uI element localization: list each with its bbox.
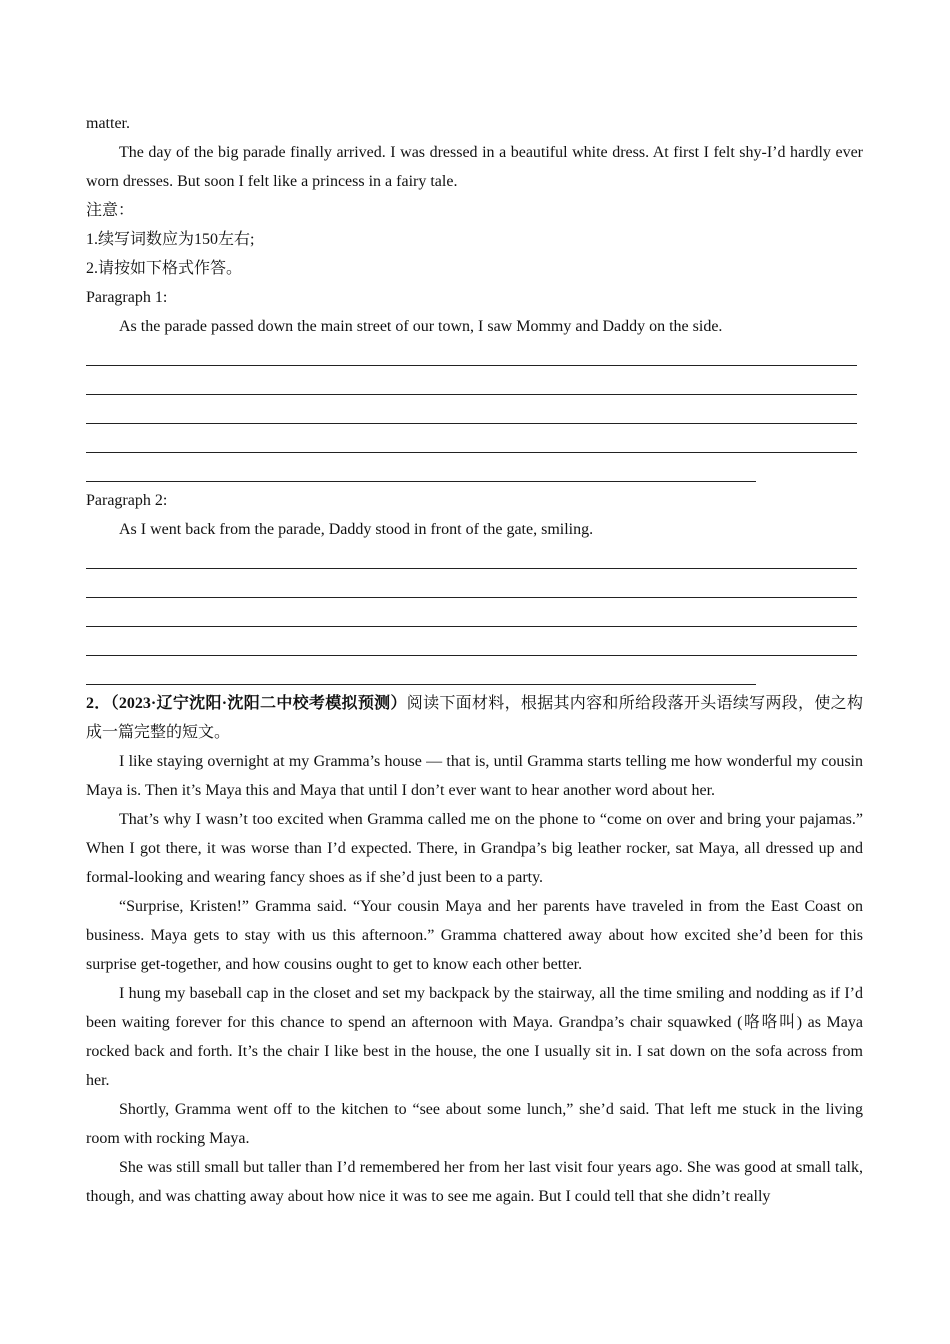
parade-paragraph: The day of the big parade finally arrived. I was dressed in a beautiful white dress. At first I felt shy-I’d hardly ever worn dresses. But soon I felt like a princess in a fairy tale.: [86, 144, 863, 190]
answer-line[interactable]: [86, 457, 863, 486]
answer-line[interactable]: [86, 544, 863, 573]
answer-line[interactable]: [86, 428, 863, 457]
paragraph1-label: Paragraph 1:: [86, 289, 168, 306]
document-page: [86, 109, 863, 1211]
story-paragraph: Shortly, Gramma went off to the kitchen to “see about some lunch,” she’d said. That left me stuck in the living room with rocking Maya.: [86, 1101, 863, 1147]
paragraph1-opener: As the parade passed down the main street of our town, I saw Mommy and Daddy on the side.: [119, 318, 723, 335]
answer-line[interactable]: [86, 602, 863, 631]
notes-heading: 注意：: [86, 202, 135, 219]
answer-line[interactable]: [86, 399, 863, 428]
answer-line[interactable]: [86, 660, 863, 689]
paragraph2-opener: As I went back from the parade, Daddy stood in front of the gate, smiling.: [119, 521, 594, 538]
answer-line[interactable]: [86, 573, 863, 602]
notes-item-1: 1.续写词数应为150左右;: [86, 231, 255, 248]
notes-item-2: 2.请按如下格式作答。: [86, 260, 243, 277]
question-number: 2．: [86, 695, 111, 712]
story-paragraph: I hung my baseball cap in the closet and set my backpack by the stairway, all the time smiling and nodding as if I’d been waiting forever for this chance to spend an afternoon with Maya. Grandpa’s chair squawked (咯咯叫) as Maya rocked back and forth. It’s the chair I like best in the house, the one I usually sit in. I sat down on the sofa across from her.: [86, 985, 863, 1089]
answer-line[interactable]: [86, 370, 863, 399]
story-paragraph: I like staying overnight at my Gramma’s house — that is, until Gramma starts telling me how wonderful my cousin Maya is. Then it’s Maya this and Maya that until I don’t ever want to hear another word about her.: [86, 753, 863, 799]
answer-line[interactable]: [86, 631, 863, 660]
intro-tail-text: matter.: [86, 115, 130, 132]
story-paragraph: That’s why I wasn’t too excited when Gramma called me on the phone to “come on over and bring your pajamas.” When I got there, it was worse than I’d expected. There, in Grandpa’s big leather rocker, sat Maya, all dressed up and formal-looking and wearing fancy shoes as if she’d just been to a party.: [86, 811, 863, 886]
paragraph2-label: Paragraph 2:: [86, 492, 168, 509]
question2-header: [86, 689, 863, 747]
question-instruction: 阅读下面材料，根据其内容和所给段落开头语续写两段，使之构成一篇完整的短文。: [86, 695, 863, 741]
story-paragraph: She was still small but taller than I’d remembered her from her last visit four years ago. She was good at small talk, though, and was chatting away about how nice it was to see me again. But I could tell that she didn’t really: [86, 1159, 863, 1205]
answer-line[interactable]: [86, 341, 863, 370]
story-paragraph: “Surprise, Kristen!” Gramma said. “Your cousin Maya and her parents have traveled in from the East Coast on business. Maya gets to stay with us this afternoon.” Gramma chattered away about how excited she’d been for this surprise get-together, and how cousins ought to get to know each other better.: [86, 898, 863, 973]
question-source: （2023·辽宁沈阳·沈阳二中校考模拟预测）: [110, 695, 407, 712]
